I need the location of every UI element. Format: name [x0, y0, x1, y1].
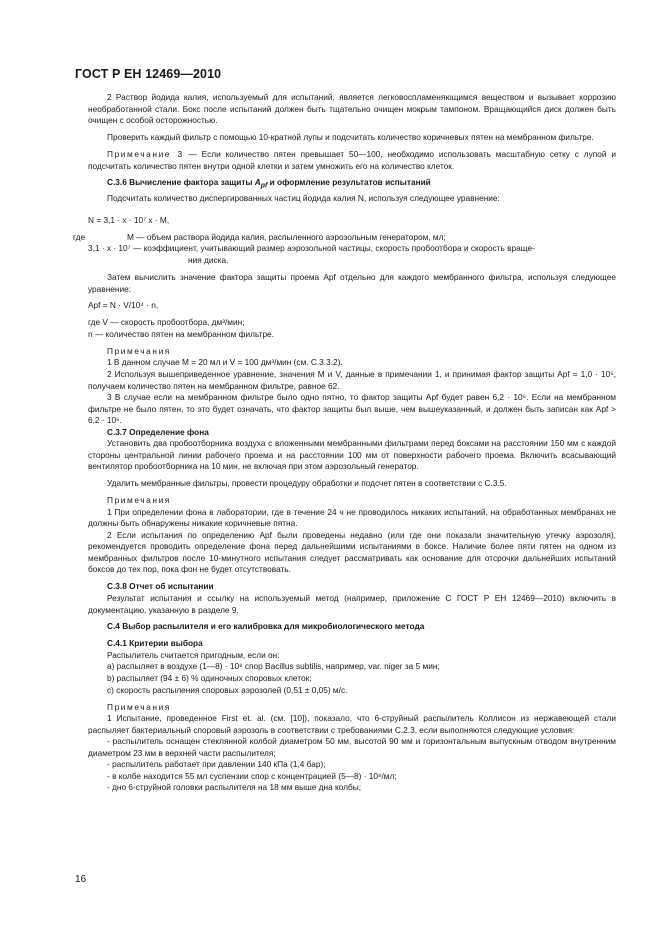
where-word: где	[73, 231, 86, 242]
paragraph: Распылитель считается пригодным, если он:	[107, 649, 280, 660]
section-number: С.3.7	[107, 426, 127, 437]
section-heading-c37	[88, 427, 616, 439]
where-def-coef-cont: ния диска.	[188, 255, 229, 266]
note-item: 3 В случае если на мембранном фильтре было одно пятно, то фактор защиты Apf будет равен 6,2 · 10⁶. Если на мембранном фильтре не было пятен, то это будет означать, что фактор защиты был выше, чем вышеуказанный, и должен быть записан как Apf > 6,2 · 10⁶.	[88, 392, 616, 426]
where-def-m: M — объем раствора йодида калия, распыленного аэрозольным генератором, мл;	[127, 231, 446, 242]
equation-1: N = 3,1 · x · 10⁷ x · M,	[88, 214, 170, 225]
equation-2: Apf = N · V/10⁴ · n,	[88, 300, 159, 311]
section-heading-c4	[88, 621, 616, 633]
note-label: Примечание 3	[107, 148, 184, 159]
note-item: 1 Испытание, проведенное First et. al. (см. [10]), показало, что 6-струйный распылитель Коллисон из нержавеющей стали распыляет бактериальный споровый аэрозоль в соответствии с требованиями С.2.3, если выполняются следующие условия:	[88, 713, 616, 735]
section-title: Определение фона	[129, 426, 209, 437]
dash-item: - распылитель оснащен стеклянной колбой диаметром 50 мм, высотой 90 мм и горизонтальным выпускным отводом внутренним диаметром 23 мм в верхней части распылителя;	[88, 736, 616, 758]
note-item: 2 Если испытания по определению Apf были проведены недавно (или где они показали значительную утечку аэрозоля), рекомендуется проводить определение фона перед дальнейшими испытаниями в боксе. Наличие более пяти пятен на одном из мембранных фильтров после 10-минутного испытания следует рассматривать как основание для отсрочки дальнейших испытаний боксов до тех пор, пока фон не будет отсутствовать.	[88, 529, 616, 575]
paragraph: Результат испытания и ссылку на используемый метод (например, приложение С ГОСТ Р ЕН 12469—2010) включить в документацию, указанную в разделе 9.	[88, 592, 616, 615]
note-item: 1 При определении фона в лаборатории, где в течение 24 ч не проводилось никаких испытаний, на обработанных мембранах не должны быть обнаружены никакие коричневые пятна.	[88, 506, 616, 529]
section-title-a: Вычисление фактора защиты	[129, 177, 255, 188]
note-3	[88, 149, 616, 172]
note-text: — Если количество пятен превышает 50—100, необходимо использовать масштабную сетку с лупой и подсчитать количество пятен внутри одной клетки и затем умножить его на количество клеток.	[88, 148, 616, 171]
paragraph: Подсчитать количество диспергированных частиц йодида калия N, используя следующее уравнение:	[107, 192, 500, 203]
paragraph: Удалить мембранные фильтры, провести процедуру обработки и подсчет пятен в соответствии с С.3.5.	[107, 478, 507, 489]
page-number: 16	[75, 874, 87, 885]
notes-label: Примечания	[107, 345, 171, 356]
document-header: ГОСТ Р ЕН 12469—2010	[75, 67, 222, 81]
section-title-b: и оформление результатов испытаний	[267, 177, 431, 188]
paragraph: 2 Раствор йодида калия, используемый для испытаний, является легковоспламеняющимся веществом и вызывает коррозию необработанной стали. Бокс после испытаний должен быть тщательно очищен мокрым тампоном. Вращающийся диск должен быть очищен с особой осторожностью.	[88, 92, 616, 126]
list-item: c) скорость распыления споровых аэрозолей (0,51 ± 0,05) м/с.	[107, 684, 348, 695]
list-item: b) распыляет (94 ± 6) % одиночных споровых клеток;	[107, 673, 312, 684]
where-def-coef: 3,1 · x · 10⁷ — коэффициент, учитывающий размер аэрозольной частицы, скорость пробоотбора и скорость враще-	[88, 243, 535, 254]
list-item: a) распыляет в воздухе (1—8) · 10⁸ спор Bacillus subtilis, например, var. niger за 5 мин;	[107, 661, 440, 672]
note-item: 2 Используя вышеприведенное уравнение, значения M и V, данные в примечании 1, и принимая фактор защиты Apf = 1,0 · 10⁵, получаем количество пятен на мембранном фильтре, равное 62.	[88, 368, 616, 391]
section-title-subscript: pf	[260, 183, 268, 191]
dash-item: - дно 6-струйной головки распылителя на 18 мм выше дна колбы;	[107, 782, 362, 793]
where-row	[73, 232, 616, 244]
section-title: Отчет об испытании	[129, 581, 214, 592]
paragraph: Установить два пробоотборника воздуха с вложенными мембранными фильтрами перед боксами на расстоянии 150 мм с каждой стороны центральной линии рабочего проема и на расстоянии 100 мм от поверхности рабочего проема. Включить всасывающий вентилятор пробоотборника на 10 мин, не включая при этом аэрозольный генератор.	[88, 438, 616, 472]
section-number: С.4.1	[107, 638, 127, 649]
section-number: С.3.8	[107, 581, 127, 592]
document-body	[73, 92, 616, 794]
paragraph: Затем вычислить значение фактора защиты проема Apf отдельно для каждого мембранного фильтра, используя следующее уравнение:	[88, 271, 616, 294]
note-item: 1 В данном случае M = 20 мл и V = 100 дм³/мин (см. С.3.3.2).	[107, 357, 343, 368]
section-title: Выбор распылителя и его калибровка для микробиологического метода	[122, 621, 425, 632]
notes-label: Примечания	[107, 701, 171, 712]
section-heading-c38	[88, 581, 616, 593]
dash-item: - распылитель работает при давлении 140 кПа (1,4 бар);	[107, 759, 326, 770]
section-title-symbol: A	[254, 177, 261, 188]
section-heading-c36	[88, 177, 616, 192]
section-title: Критерии выбора	[129, 638, 203, 649]
dash-item: - в колбе находится 55 мл суспензии спор с концентрацией (5—8) · 10⁸/мл;	[107, 770, 397, 781]
section-number: С.3.6	[107, 177, 127, 188]
notes-label: Примечания	[107, 495, 171, 506]
section-number: С.4	[107, 621, 120, 632]
where-def-v: где V — скорость пробоотбора, дм³/мин;	[88, 317, 245, 328]
paragraph: Проверить каждый фильтр с помощью 10-кратной лупы и подсчитать количество коричневых пятен на мембранном фильтре.	[107, 132, 594, 143]
section-heading-c41	[88, 638, 616, 650]
where-def-n: n — количество пятен на мембранном фильтре.	[88, 328, 274, 339]
